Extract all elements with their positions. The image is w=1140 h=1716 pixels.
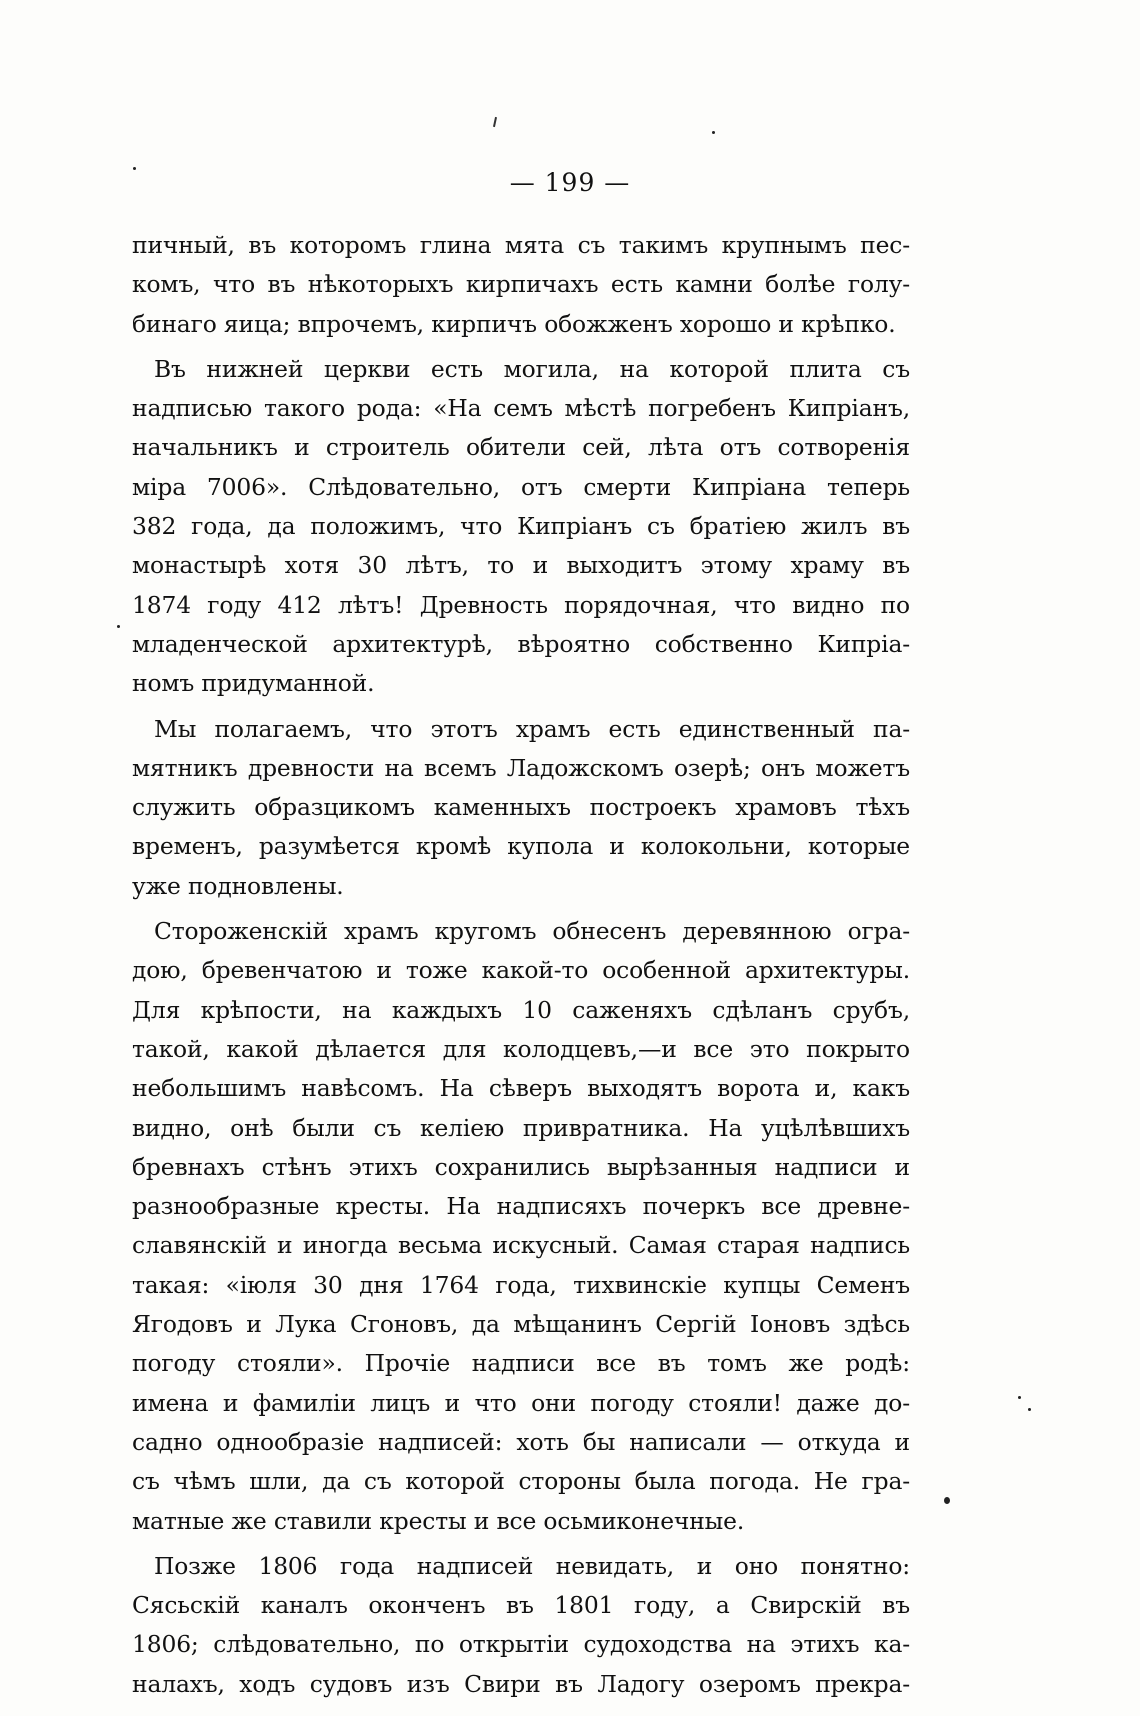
text-line: разнообразные кресты. На надписяхъ почеркъ все древне- — [132, 1192, 910, 1221]
text-line: надписью такого рода: «На семъ мѣстѣ погребенъ Кипріанъ, — [132, 394, 910, 423]
text-line: такая: «іюля 30 дня 1764 года, тихвинскіе купцы Семенъ — [132, 1270, 910, 1299]
text-line: Для крѣпости, на каждыхъ 10 саженяхъ сдѣланъ срубъ, — [132, 995, 910, 1024]
body-text — [132, 226, 910, 1704]
text-line: временъ, разумѣется кромѣ купола и колокольни, которые — [132, 832, 910, 861]
page-number: — 199 — — [509, 168, 631, 197]
text-line: номъ придуманной. — [132, 669, 375, 698]
text-line: комъ, что въ нѣкоторыхъ кирпичахъ есть камни болѣе голу- — [132, 270, 910, 299]
text-line: младенческой архитектурѣ, вѣроятно собственно Кипріа- — [132, 629, 910, 658]
text-line: Сясьскій каналъ оконченъ въ 1801 году, а Свирскій въ — [132, 1591, 910, 1620]
text-line: Стороженскій храмъ кругомъ обнесенъ деревянною огра- — [154, 917, 910, 946]
text-line: погоду стояли». Прочіе надписи все въ томъ же родѣ: — [132, 1349, 910, 1378]
text-line: 1806; слѣдовательно, по открытіи судоходства на этихъ ка- — [132, 1630, 910, 1659]
text-line: Ягодовъ и Лука Сгоновъ, да мѣщанинъ Сергій Іоновъ здѣсь — [132, 1310, 910, 1339]
text-line: бревнахъ стѣнъ этихъ сохранились вырѣзанныя надписи и — [132, 1152, 910, 1181]
scan-speck — [1018, 1396, 1021, 1399]
text-line: налахъ, ходъ судовъ изъ Свири въ Ладогу озеромъ прекра- — [132, 1669, 910, 1698]
text-line: монастырѣ хотя 30 лѣтъ, то и выходитъ этому храму въ — [132, 551, 910, 580]
text-line: Мы полагаемъ, что этотъ храмъ есть единственный па- — [154, 714, 910, 743]
text-line: имена и фамиліи лицъ и что они погоду стояли! даже до- — [132, 1388, 910, 1417]
text-line: міра 7006». Слѣдовательно, отъ смерти Кипріана теперь — [132, 472, 910, 501]
scan-speck — [117, 625, 120, 628]
text-line: бинаго яица; впрочемъ, кирпичъ обожженъ хорошо и крѣпко. — [132, 309, 896, 338]
text-line: 1874 году 412 лѣтъ! Древность порядочная, что видно по — [132, 590, 910, 619]
text-line: такой, какой дѣлается для колодцевъ,—и все это покрыто — [132, 1034, 910, 1063]
scan-speck — [944, 1497, 950, 1504]
scan-speck — [1028, 1408, 1031, 1411]
text-line: начальникъ и строитель обители сей, лѣта отъ сотворенія — [132, 433, 910, 462]
text-line: уже подновлены. — [132, 871, 344, 900]
text-line: пичный, въ которомъ глина мята съ такимъ крупнымъ пес- — [132, 231, 910, 259]
text-line: садно однообразіе надписей: хоть бы написали — откуда и — [132, 1427, 910, 1456]
scan-mark — [493, 117, 497, 127]
text-line: матные же ставили кресты и все осьмиконечные. — [132, 1506, 745, 1535]
text-line: Позже 1806 года надписей невидать, и оно понятно: — [154, 1551, 910, 1580]
text-line: служить образцикомъ каменныхъ построекъ храмовъ тѣхъ — [132, 793, 910, 822]
text-line: съ чѣмъ шли, да съ которой стороны была погода. Не гра- — [132, 1467, 910, 1496]
text-line: славянскій и иногда весьма искусный. Самая старая надпись — [132, 1231, 910, 1260]
text-line: дою, бревенчатою и тоже какой-то особенной архитектуры. — [132, 956, 910, 985]
text-line: Въ нижней церкви есть могила, на которой плита съ — [154, 354, 910, 383]
text-line: видно, онѣ были съ келіею привратника. На уцѣлѣвшихъ — [132, 1113, 910, 1142]
text-line: мятникъ древности на всемъ Ладожскомъ озерѣ; онъ можетъ — [132, 753, 910, 782]
scan-speck — [712, 131, 715, 134]
text-line: небольшимъ навѣсомъ. На сѣверъ выходятъ ворота и, какъ — [132, 1074, 910, 1103]
text-line: 382 года, да положимъ, что Кипріанъ съ братіею жилъ въ — [132, 512, 910, 541]
